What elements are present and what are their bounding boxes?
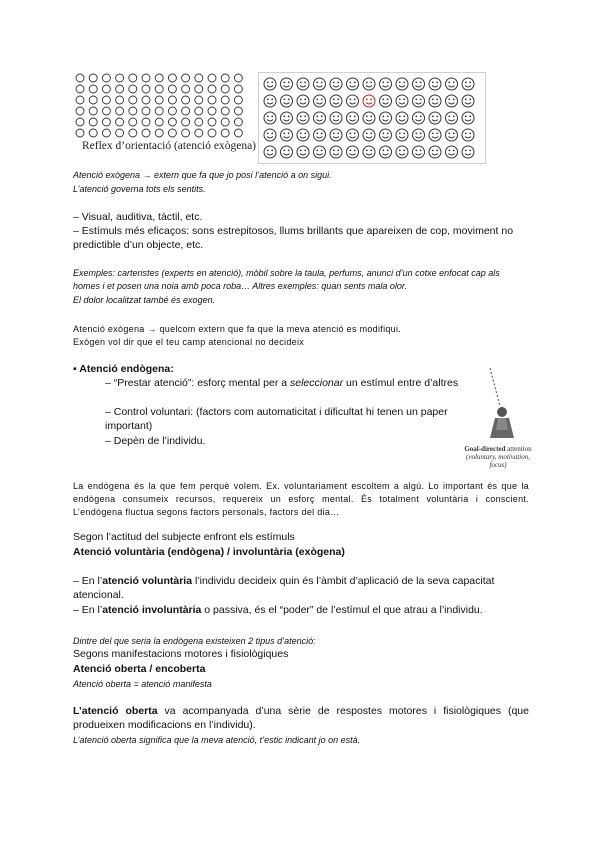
smiley-icon (380, 146, 392, 158)
symbol-mark (208, 118, 216, 126)
voluntary-heading: Atenció voluntària (endògena) / involuntària (exògena) (73, 546, 345, 558)
symbol-mark (142, 107, 150, 115)
statue-title-rest: attention (505, 445, 532, 453)
smiley-figure (258, 72, 486, 164)
symbol-grid (74, 72, 254, 140)
smiley-icon (281, 146, 293, 158)
symbol-mark (116, 74, 124, 82)
symbol-mark (221, 129, 229, 137)
symbol-mark (129, 85, 137, 93)
overt-note: L’atenció oberta significa que la meva atenció, t’estic indicant jo on està. (73, 735, 361, 745)
symbol-mark (208, 107, 216, 115)
smiley-icon (297, 95, 309, 107)
vol-post: l’individu decideix quin és l’àmbit d’aplicació de la seva capacitat atencional. (73, 575, 495, 601)
smiley-icon (429, 112, 441, 124)
symbol-mark (182, 107, 190, 115)
symbol-mark (129, 107, 137, 115)
invol-pre: – En l’ (73, 604, 103, 616)
symbol-mark (208, 74, 216, 82)
symbol-mark (221, 74, 229, 82)
smiley-icon (347, 129, 359, 141)
smiley-icon (281, 129, 293, 141)
motor-manifestations: Segons manifestacions motores i fisiològiques (73, 648, 289, 660)
smiley-icon (446, 78, 458, 90)
smiley-icon (380, 129, 392, 141)
vol-pre: – En l’ (73, 575, 103, 587)
symbol-mark (182, 85, 190, 93)
exo-definition: Atenció exògena → extern que fa que jo posi l’atenció a on sigui. (73, 170, 332, 180)
orientation-figure (74, 72, 257, 160)
symbol-mark (155, 129, 163, 137)
symbol-mark (102, 129, 110, 137)
endo-item-attention (73, 376, 481, 390)
voluntary-item (73, 574, 529, 602)
smiley-icon (413, 95, 425, 107)
smiley-icon (396, 78, 408, 90)
symbol-mark (76, 96, 84, 104)
symbol-mark (168, 85, 176, 93)
statue-illustration (462, 360, 534, 438)
overt-definition (73, 704, 529, 732)
smiley-icon (429, 78, 441, 90)
symbol-mark (182, 74, 190, 82)
symbol-mark (234, 118, 242, 126)
symbol-mark (155, 118, 163, 126)
symbol-mark (168, 118, 176, 126)
smiley-icon (429, 146, 441, 158)
symbol-mark (116, 96, 124, 104)
symbol-mark (234, 96, 242, 104)
symbol-mark (234, 85, 242, 93)
symbol-mark (168, 107, 176, 115)
symbol-mark (76, 107, 84, 115)
symbol-mark (89, 129, 97, 137)
exo-meaning-note: Exògen vol dir que el teu camp atencional no decideix (73, 337, 305, 347)
smiley-icon (446, 112, 458, 124)
symbol-mark (129, 129, 137, 137)
subject-attitude: Segon l’actitud del subjecte enfront els estímuls (73, 531, 295, 543)
smiley-icon (264, 129, 276, 141)
smiley-icon (281, 95, 293, 107)
smiley-icon (429, 129, 441, 141)
symbol-mark (102, 96, 110, 104)
symbol-mark (89, 96, 97, 104)
smiley-icon (264, 112, 276, 124)
smiley-icon (446, 95, 458, 107)
smiley-icon (347, 78, 359, 90)
symbol-mark (142, 74, 150, 82)
symbol-mark (221, 96, 229, 104)
smiley-icon (462, 78, 474, 90)
smiley-icon (297, 129, 309, 141)
endo-item1-em: seleccionar (290, 377, 344, 389)
overt-covert-heading: Atenció oberta / encoberta (73, 663, 206, 675)
symbol-mark (102, 118, 110, 126)
stimuli-item: – Estímuls més eficaços: sons estrepitosos, llums brillants que apareixen de cop, moviment no predictible d’un objecte, etc. (73, 225, 514, 251)
smiley-icon (363, 146, 375, 158)
smiley-icon (413, 78, 425, 90)
smiley-icon (380, 112, 392, 124)
invol-post: o passiva, és el “poder” de l’estímul el que atrau a l’individu. (201, 604, 483, 616)
smiley-icon (314, 112, 326, 124)
smiley-icon (396, 146, 408, 158)
smiley-icon (363, 129, 375, 141)
smiley-icon (363, 78, 375, 90)
symbol-mark (168, 74, 176, 82)
symbol-mark (142, 118, 150, 126)
symbol-mark (155, 85, 163, 93)
types-intro: Dintre del que seria la endògena existeixen 2 tipus d’atenció: (73, 636, 316, 646)
endo-explanation: La endògena és la que fem perquè volem. Ex. voluntariament escoltem a algú. Lo important és que la endògena consumeix recursos, requereix un esforç mental. És totalment voluntària i conscient. L’endògena fluctua segons factors personals, factors del dia… (73, 481, 529, 517)
statue-title-bold: Goal-directed (464, 445, 506, 453)
symbol-mark (195, 96, 203, 104)
smiley-icon (314, 146, 326, 158)
smiley-icon (281, 78, 293, 90)
symbol-mark (129, 74, 137, 82)
symbol-mark (234, 129, 242, 137)
symbol-mark (234, 74, 242, 82)
smiley-icon (281, 112, 293, 124)
symbol-mark (142, 129, 150, 137)
symbol-mark (142, 96, 150, 104)
symbol-mark (182, 118, 190, 126)
smiley-icon (380, 78, 392, 90)
smiley-icon (347, 146, 359, 158)
overt-bold: L’atenció oberta (73, 705, 158, 717)
smiley-icon (330, 129, 342, 141)
smiley-icon (396, 129, 408, 141)
goal-attention-figure (462, 360, 534, 469)
smiley-icon (264, 146, 276, 158)
symbol-mark (195, 74, 203, 82)
vol-bold: atenció voluntària (102, 575, 193, 587)
endo-item-individual: – Depèn de l’individu. (105, 435, 206, 447)
smiley-icon (413, 129, 425, 141)
symbol-mark (116, 107, 124, 115)
smiley-icon (264, 78, 276, 90)
endo-item1-post: un estímul entre d’altres (343, 377, 459, 389)
smiley-icon (380, 95, 392, 107)
symbol-mark (76, 118, 84, 126)
symbol-mark (182, 129, 190, 137)
smiley-icon (446, 129, 458, 141)
smiley-icon (314, 95, 326, 107)
symbol-mark (129, 96, 137, 104)
smiley-icon (462, 95, 474, 107)
symbol-mark (221, 85, 229, 93)
smiley-icon (314, 78, 326, 90)
symbol-mark (168, 129, 176, 137)
symbol-mark (195, 107, 203, 115)
symbol-mark (89, 85, 97, 93)
smiley-icon (446, 146, 458, 158)
symbol-mark (76, 85, 84, 93)
statue-subtitle: (voluntary, motivation, focus) (466, 453, 530, 469)
smiley-icon (396, 95, 408, 107)
smiley-icon (429, 95, 441, 107)
smiley-icon (413, 112, 425, 124)
symbol-mark (155, 107, 163, 115)
symbol-mark (76, 74, 84, 82)
smiley-icon (264, 95, 276, 107)
overt-equals-manifest: Atenció oberta = atenció manifesta (73, 679, 212, 689)
highlighted-smiley-icon (363, 95, 375, 107)
exo-modify-note: Atenció exògena → quelcom extern que fa que la meva atenció es modifiqui. (73, 324, 402, 334)
symbol-mark (221, 107, 229, 115)
symbol-mark (116, 85, 124, 93)
senses-item: – Visual, auditiva, tàctil, etc. (73, 211, 203, 223)
symbol-mark (168, 96, 176, 104)
symbol-mark (116, 118, 124, 126)
smiley-icon (314, 129, 326, 141)
symbol-mark (195, 129, 203, 137)
smiley-icon (330, 95, 342, 107)
smiley-icon (396, 112, 408, 124)
smiley-icon (330, 146, 342, 158)
symbol-mark (155, 96, 163, 104)
smiley-icon (330, 112, 342, 124)
symbol-mark (182, 96, 190, 104)
symbol-mark (208, 85, 216, 93)
symbol-mark (76, 129, 84, 137)
symbol-mark (129, 118, 137, 126)
symbol-mark (89, 118, 97, 126)
smiley-icon (462, 129, 474, 141)
endo-item-control: – Control voluntari: (factors com automaticitat i dificultat hi tenen un paper important) (105, 406, 448, 432)
invol-bold: atenció involuntària (102, 604, 202, 616)
smiley-icon (330, 78, 342, 90)
smiley-icon (347, 95, 359, 107)
smiley-icon (462, 146, 474, 158)
smiley-icon (297, 112, 309, 124)
symbol-mark (142, 85, 150, 93)
pain-note: El dolor localitzat també és exogen. (73, 295, 216, 305)
figure-caption: Reflex d’orientació (atenció exògena) (82, 140, 257, 152)
smiley-grid (259, 73, 485, 163)
endo-item1-pre: – “Prestar atenció”: esforç mental per a (105, 377, 290, 389)
symbol-mark (89, 107, 97, 115)
symbol-mark (234, 107, 242, 115)
exo-senses-note: L’atenció governa tots els sentits. (73, 184, 206, 194)
symbol-mark (102, 85, 110, 93)
symbol-mark (208, 96, 216, 104)
smiley-icon (297, 78, 309, 90)
smiley-icon (413, 146, 425, 158)
symbol-mark (195, 85, 203, 93)
symbol-mark (155, 74, 163, 82)
smiley-icon (363, 112, 375, 124)
symbol-mark (208, 129, 216, 137)
involuntary-item (73, 603, 529, 617)
symbol-mark (221, 118, 229, 126)
smiley-icon (347, 112, 359, 124)
symbol-mark (195, 118, 203, 126)
examples-text: Exemples: carteristes (experts en atenció), mòbil sobre la taula, perfums, anunci d’un cotxe enfocat cap als homes i et posen una noia amb poca roba… Altres exemples: quan sents mala olor. (73, 268, 500, 291)
smiley-icon (297, 146, 309, 158)
endo-heading: ▪ Atenció endògena: (73, 363, 174, 375)
statue-caption (462, 445, 534, 469)
symbol-mark (116, 129, 124, 137)
symbol-mark (89, 74, 97, 82)
smiley-icon (462, 112, 474, 124)
symbol-mark (102, 107, 110, 115)
symbol-mark (102, 74, 110, 82)
overt-rest: va acompanyada d’una sèrie de respostes motores i fisiològiques (que produeixen modificacions en l’individu). (73, 705, 529, 731)
